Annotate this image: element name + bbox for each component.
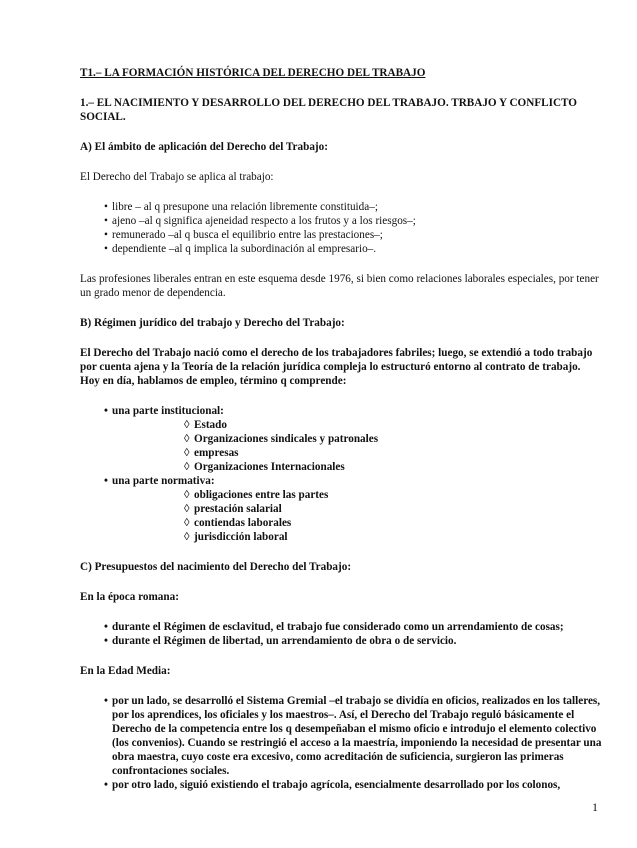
subsection-a-list (80, 200, 602, 256)
subsection-a-paragraph: Las profesiones liberales entran en este esquema desde 1976, si bien como relaciones laborales especiales, por tener un grado menor de dependencia. (80, 273, 599, 299)
sublist-normative (112, 488, 602, 544)
roman-era-heading: En la época romana: (80, 591, 179, 603)
part-label-normative: una parte normativa: (112, 475, 215, 487)
list-item: • por otro lado, siguió existiendo el trabajo agrícola, esencialmente desarrollado por los colonos, (104, 778, 602, 792)
subsection-b-intro: El Derecho del Trabajo nació como el derecho de los trabajadores fabriles; luego, se extendió a todo trabajo por cuenta ajena y la Teoría de la relación jurídica compleja lo estructuró entorno al contrato de trabajo. Hoy en día, hablamos de empleo, término q comprende: (80, 347, 593, 387)
section-heading-1: 1.– EL NACIMIENTO Y DESARROLLO DEL DERECHO DEL TRABAJO. TRBAJO Y CONFLICTO SOCIAL. (80, 97, 578, 123)
list-item: • dependiente –al q implica la subordinación al empresario–. (104, 242, 602, 256)
list-item (104, 474, 602, 544)
subsection-b-heading: B) Régimen jurídico del trabajo y Derecho del Trabajo: (80, 317, 345, 329)
page-number: 1 (592, 800, 598, 814)
list-item: • libre – al q presupone una relación libremente constituida–; (104, 200, 602, 214)
list-item: • durante el Régimen de esclavitud, el trabajo fue considerado como un arrendamiento de cosas; (104, 620, 602, 634)
sublist-item: ◊ prestación salarial (184, 502, 602, 516)
subsection-a-intro: El Derecho del Trabajo se aplica al trabajo: (80, 171, 274, 183)
sublist-item: ◊ obligaciones entre las partes (184, 488, 602, 502)
middle-ages-heading: En la Edad Media: (80, 665, 171, 677)
list-item: • remunerado –al q busca el equilibrio entre las prestaciones–; (104, 228, 602, 242)
sublist-item: ◊ empresas (184, 446, 602, 460)
subsection-b-list (80, 404, 602, 544)
sublist-item: ◊ Estado (184, 418, 602, 432)
subsection-a-heading: A) El ámbito de aplicación del Derecho del Trabajo: (80, 141, 328, 153)
sublist-item: ◊ Organizaciones sindicales y patronales (184, 432, 602, 446)
sublist-institutional (112, 418, 602, 474)
list-item (104, 404, 602, 474)
document-body (80, 66, 602, 792)
list-item: • por un lado, se desarrolló el Sistema Gremial –el trabajo se dividía en oficios, realizados en los talleres, por los aprendices, los oficiales y los maestros–. Así, el Derecho del Trabajo reguló básicamente el Derecho de la competencia entre los q desempeñaban el mismo oficio e introdujo el elemento colectivo (los convenios). Cuando se restringió el acceso a la maestría, imponiendo la necesidad de presentar una obra maestra, cuyo coste era excesivo, como acreditación de suficiencia, surgieron las primeras confrontaciones sociales. (104, 694, 602, 778)
middle-ages-list (80, 694, 602, 792)
sublist-item: ◊ jurisdicción laboral (184, 530, 602, 544)
list-item: • ajeno –al q significa ajeneidad respecto a los frutos y a los riesgos–; (104, 214, 602, 228)
sublist-item: ◊ contiendas laborales (184, 516, 602, 530)
part-label-institutional: una parte institucional: (112, 405, 224, 417)
document-title: T1.– LA FORMACIÓN HISTÓRICA DEL DERECHO DEL TRABAJO (80, 67, 426, 79)
roman-era-list (80, 620, 602, 648)
sublist-item: ◊ Organizaciones Internacionales (184, 460, 602, 474)
subsection-c-heading: C) Presupuestos del nacimiento del Derecho del Trabajo: (80, 561, 352, 573)
list-item: • durante el Régimen de libertad, un arrendamiento de obra o de servicio. (104, 634, 602, 648)
